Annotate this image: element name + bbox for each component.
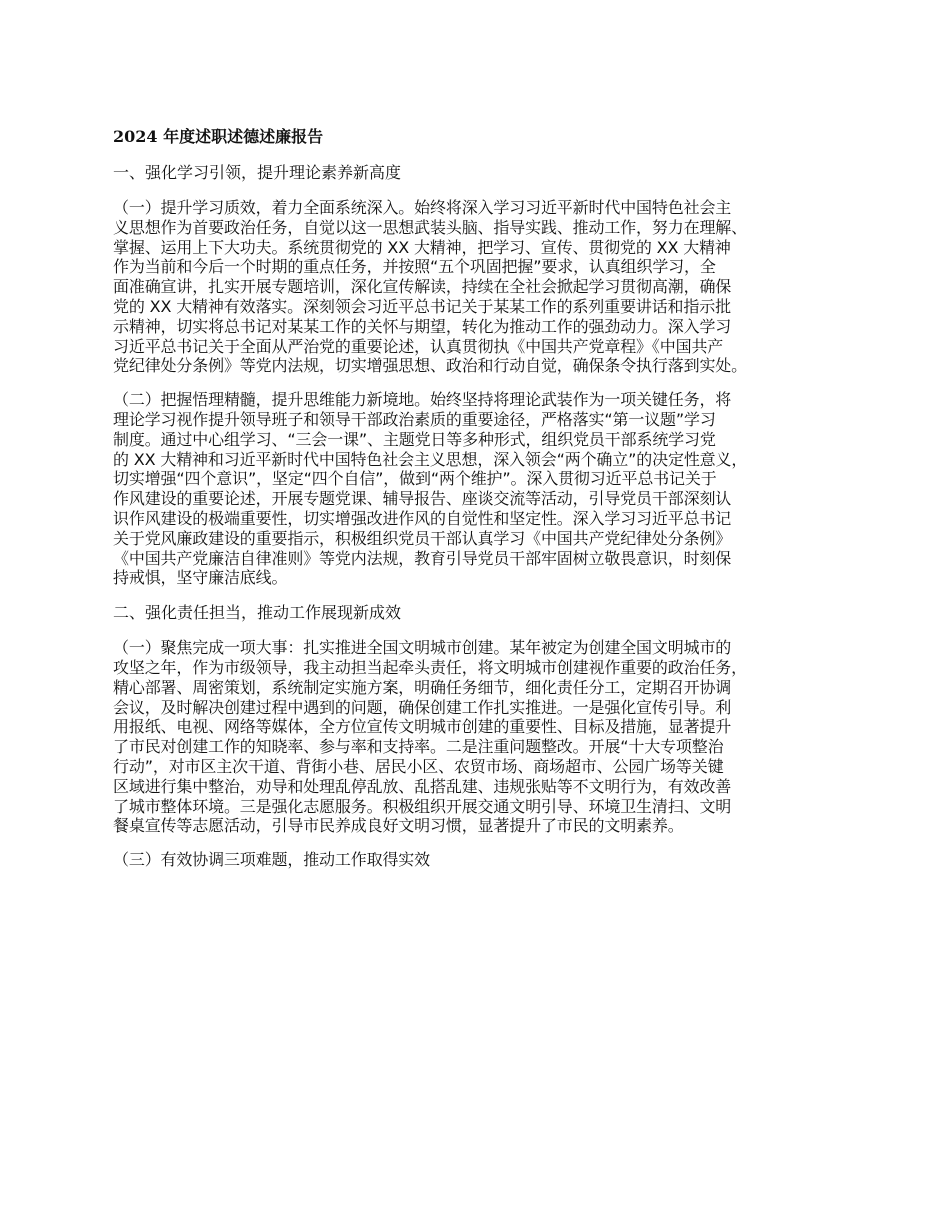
paragraph-line: 会议，及时解决创建过程中遇到的问题，确保创建工作扎实推进。一是强化宣传引导。利: [113, 697, 732, 717]
paragraph-line: 制度。通过中心组学习、“三会一课”、主题党日等多种形式，组织党员干部系统学习党: [113, 429, 716, 449]
paragraph-line: 精心部署、周密策划，系统制定实施方案，明确任务细节，细化责任分工，定期召开协调: [113, 677, 732, 697]
paragraph-line: 了城市整体环境。三是强化志愿服务。积极组织开展交通文明引导、环境卫生清扫、文明: [113, 796, 732, 816]
paragraph-line: 关于党风廉政建设的重要指示，积极组织党员干部认真学习《中国共产党纪律处分条例》: [113, 528, 732, 548]
paragraph-line: 义思想作为首要政治任务，自觉以这一思想武装头脑、指导实践、推动工作，努力在理解、: [113, 217, 748, 237]
paragraph-line: 党的 XX 大精神有效落实。深刻领会习近平总书记关于某某工作的系列重要讲话和指示批: [113, 296, 731, 316]
paragraph-line: 用报纸、电视、网络等媒体，全方位宣传文明城市创建的重要性、目标及措施，显著提升: [113, 717, 732, 737]
paragraph-line: 持戒惧，坚守廉洁底线。: [113, 568, 288, 588]
paragraph-line: （一）聚焦完成一项大事：扎实推进全国文明城市创建。某年被定为创建全国文明城市的: [113, 638, 732, 658]
paragraph-line: 行动”，对市区主次干道、背街小巷、居民小区、农贸市场、商场超市、公园广场等关键: [113, 756, 724, 776]
paragraph-line: 党纪律处分条例》等党内法规，切实增强思想、政治和行动自觉，确保条令执行落到实处。: [113, 356, 748, 376]
paragraph-line: （一）提升学习质效，着力全面系统深入。始终将深入学习习近平新时代中国特色社会主: [113, 198, 732, 217]
paragraph-line: （三）有效协调三项难题，推动工作取得实效: [113, 850, 431, 870]
paragraph-line: 攻坚之年，作为市级领导，我主动担当起牵头责任，将文明城市创建视作重要的政治任务，: [113, 657, 748, 677]
paragraph-line: 的 XX 大精神和习近平新时代中国特色社会主义思想，深入领会“两个确立”的决定性意义，: [113, 449, 748, 469]
paragraph-line: （二）把握悟理精髓，提升思维能力新境地。始终坚持将理论武装作为一项关键任务，将: [113, 390, 732, 410]
paragraph-line: 切实增强“四个意识”，坚定“四个自信”，做到“两个维护”。深入贯彻习近平总书记关于: [113, 469, 717, 489]
paragraph-line: 面准确宣讲，扎实开展专题培训，深化宣传解读，持续在全社会掀起学习贯彻高潮，确保: [113, 277, 732, 297]
paragraph-line: 了市民对创建工作的知晓率、参与率和支持率。二是注重问题整改。开展“十大专项整治: [113, 737, 724, 757]
paragraph-line: 示精神，切实将总书记对某某工作的关怀与期望，转化为推动工作的强劲动力。深入学习: [113, 316, 732, 336]
document-title: 2024 年度述职述德述廉报告: [113, 127, 324, 146]
paragraph-line: 掌握、运用上下大功夫。系统贯彻党的 XX 大精神，把学习、宣传、贯彻党的 XX 大精神: [113, 237, 731, 257]
paragraph-line: 区域进行集中整治，劝导和处理乱停乱放、乱搭乱建、违规张贴等不文明行为，有效改善: [113, 776, 732, 796]
paragraph-2-1: [113, 638, 858, 836]
paragraph-line: 习近平总书记关于全面从严治党的重要论述，认真贯彻执《中国共产党章程》《中国共产: [113, 336, 724, 356]
paragraph-line: 餐桌宣传等志愿活动，引导市民养成良好文明习惯，显著提升了市民的文明素养。: [113, 816, 684, 836]
paragraph-1-2: [113, 390, 858, 588]
paragraph-2-3: [113, 850, 858, 870]
paragraph-line: 作为当前和今后一个时期的重点任务，并按照“五个巩固把握”要求，认真组织学习，全: [113, 257, 716, 277]
document-page: [113, 126, 858, 884]
section-heading-1: 一、强化学习引领，提升理论素养新高度: [113, 163, 402, 182]
section-heading-2: 二、强化责任担当，推动工作展现新成效: [113, 603, 402, 623]
paragraph-line: 识作风建设的极端重要性，切实增强改进作风的自觉性和坚定性。深入学习习近平总书记: [113, 508, 732, 528]
paragraph-1-1: [113, 198, 858, 376]
paragraph-line: 作风建设的重要论述，开展专题党课、辅导报告、座谈交流等活动，引导党员干部深刻认: [113, 489, 732, 509]
paragraph-line: 《中国共产党廉洁自律准则》等党内法规，教育引导党员干部牢固树立敬畏意识，时刻保: [113, 548, 732, 568]
paragraph-line: 理论学习视作提升领导班子和领导干部政治素质的重要途径，严格落实“第一议题”学习: [113, 409, 716, 429]
